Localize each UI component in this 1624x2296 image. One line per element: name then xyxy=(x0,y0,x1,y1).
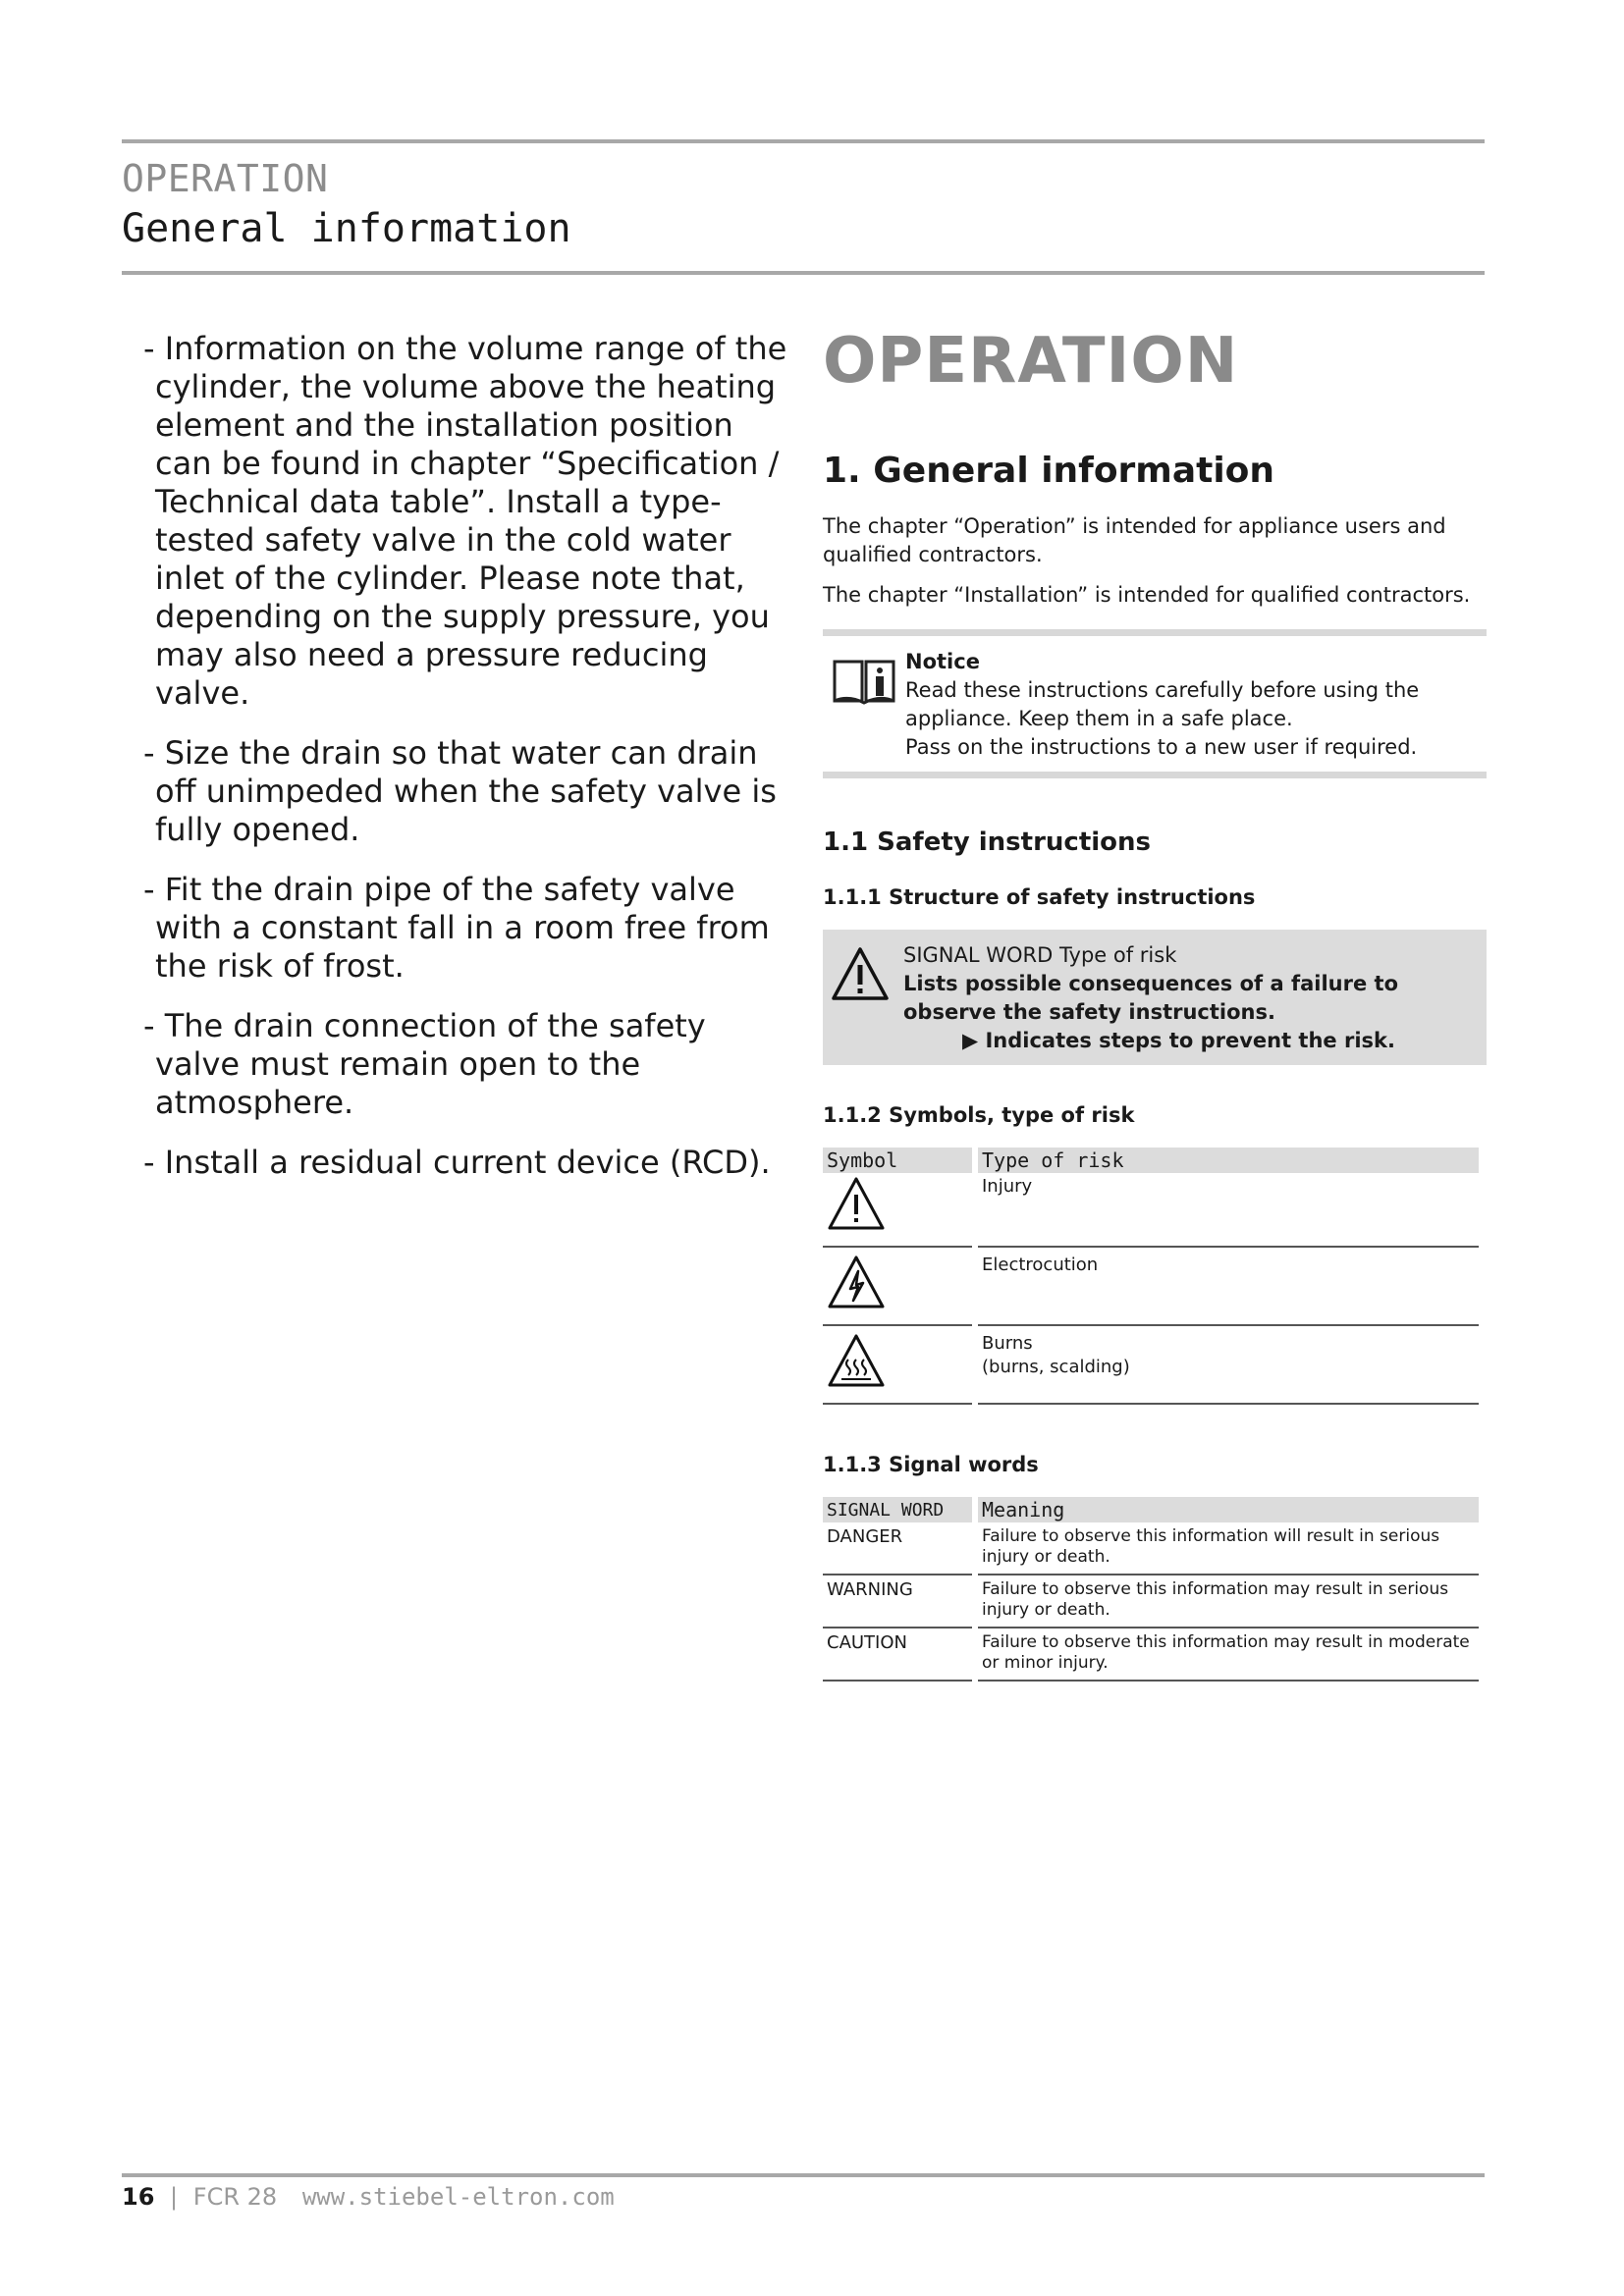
warning-exclamation-icon xyxy=(827,1175,886,1232)
risk-cell xyxy=(975,1325,1479,1404)
notice-text xyxy=(905,648,1487,762)
subsubsection-heading: 1.1.1 Structure of safety instructions xyxy=(823,885,1256,909)
symbol-cell xyxy=(823,1173,975,1247)
signal-word-cell: DANGER xyxy=(823,1522,975,1575)
signal-words-table xyxy=(823,1497,1479,1682)
symbols-table xyxy=(823,1148,1479,1405)
table-row xyxy=(823,1247,1479,1325)
left-column xyxy=(143,330,791,1203)
table-header: Meaning xyxy=(975,1497,1479,1522)
signal-word-example-box xyxy=(823,930,1487,1065)
table-row xyxy=(823,1575,1479,1628)
table-header: Type of risk xyxy=(975,1148,1479,1173)
risk-cell xyxy=(975,1247,1479,1325)
footer xyxy=(122,2183,615,2211)
section-heading: 1. General information xyxy=(823,451,1275,491)
table-row xyxy=(823,1522,1479,1575)
subsubsection-heading: 1.1.3 Signal words xyxy=(823,1453,1039,1476)
table-row xyxy=(823,1628,1479,1681)
notice-title: Notice xyxy=(905,650,980,673)
notice-box xyxy=(823,629,1487,778)
risk-cell xyxy=(975,1173,1479,1247)
signal-step: ▶ Indicates steps to prevent the risk. xyxy=(962,1029,1395,1052)
info-book-icon xyxy=(831,652,897,707)
notice-line: Pass on the instructions to a new user if required. xyxy=(905,735,1418,759)
signal-title: SIGNAL WORD Type of risk xyxy=(903,943,1177,967)
symbol-cell xyxy=(823,1325,975,1404)
footer-model: FCR 28 xyxy=(192,2183,278,2211)
intro-paragraph: The chapter “Operation” is intended for appliance users and qualified contractors. xyxy=(823,514,1446,566)
risk-text-detail: (burns, scalding) xyxy=(982,1357,1130,1377)
signal-text xyxy=(903,941,1475,1055)
symbol-cell xyxy=(823,1247,975,1325)
bullet-item: - The drain connection of the safety valve must remain open to the atmosphere. xyxy=(143,1007,706,1121)
bullet-item: - Install a residual current device (RCD). xyxy=(143,1144,771,1181)
hot-surface-icon xyxy=(827,1332,886,1389)
signal-consequences: Lists possible consequences of a failure to observe the safety instructions. xyxy=(903,972,1398,1024)
bullet-item: - Size the drain so that water can drain off unimpeded when the safety valve is fully opened. xyxy=(143,734,777,848)
footer-url: www.stiebel-eltron.com xyxy=(301,2183,615,2211)
footer-separator: | xyxy=(170,2183,179,2211)
meaning-cell: Failure to observe this information will result in serious injury or death. xyxy=(975,1522,1479,1575)
intro-paragraph-2: The chapter “Installation” is intended for qualified contractors. xyxy=(823,583,1471,607)
risk-text: Electrocution xyxy=(982,1255,1099,1275)
bullet-item: - Information on the volume range of the cylinder, the volume above the heating element and the installation position can be found in chapter “Specification / Technical data table”. Install a type-tested safety valve in the cold water inlet of the cylinder. Please note that, depending on the supply pressure, you may also need a pressure reducing valve. xyxy=(143,330,787,712)
header-title: General information xyxy=(122,206,571,251)
right-column xyxy=(823,320,1487,1682)
meaning-cell: Failure to observe this information may result in moderate or minor injury. xyxy=(975,1628,1479,1681)
risk-text: Injury xyxy=(982,1176,1033,1197)
electrocution-icon xyxy=(827,1254,886,1310)
signal-word-cell: WARNING xyxy=(823,1575,975,1628)
header-bottom-rule xyxy=(122,271,1485,275)
subsection-heading: 1.1 Safety instructions xyxy=(823,828,1152,857)
meaning-cell: Failure to observe this information may result in serious injury or death. xyxy=(975,1575,1479,1628)
chapter-title: OPERATION xyxy=(823,325,1239,398)
footer-rule xyxy=(122,2173,1485,2177)
header-section-label: OPERATION xyxy=(122,157,329,200)
page-number: 16 xyxy=(122,2183,155,2211)
risk-text: Burns xyxy=(982,1333,1033,1354)
subsubsection-heading: 1.1.2 Symbols, type of risk xyxy=(823,1103,1135,1127)
warning-triangle-icon xyxy=(831,945,890,1002)
signal-word-cell: CAUTION xyxy=(823,1628,975,1681)
table-row xyxy=(823,1173,1479,1247)
header-top-rule xyxy=(122,139,1485,143)
table-header: Symbol xyxy=(823,1148,975,1173)
bullet-item: - Fit the drain pipe of the safety valve with a constant fall in a room free from the risk of frost. xyxy=(143,871,770,985)
table-header: SIGNAL WORD xyxy=(823,1497,975,1522)
notice-line: Read these instructions carefully before using the appliance. Keep them in a safe place. xyxy=(905,678,1420,730)
table-row xyxy=(823,1325,1479,1404)
